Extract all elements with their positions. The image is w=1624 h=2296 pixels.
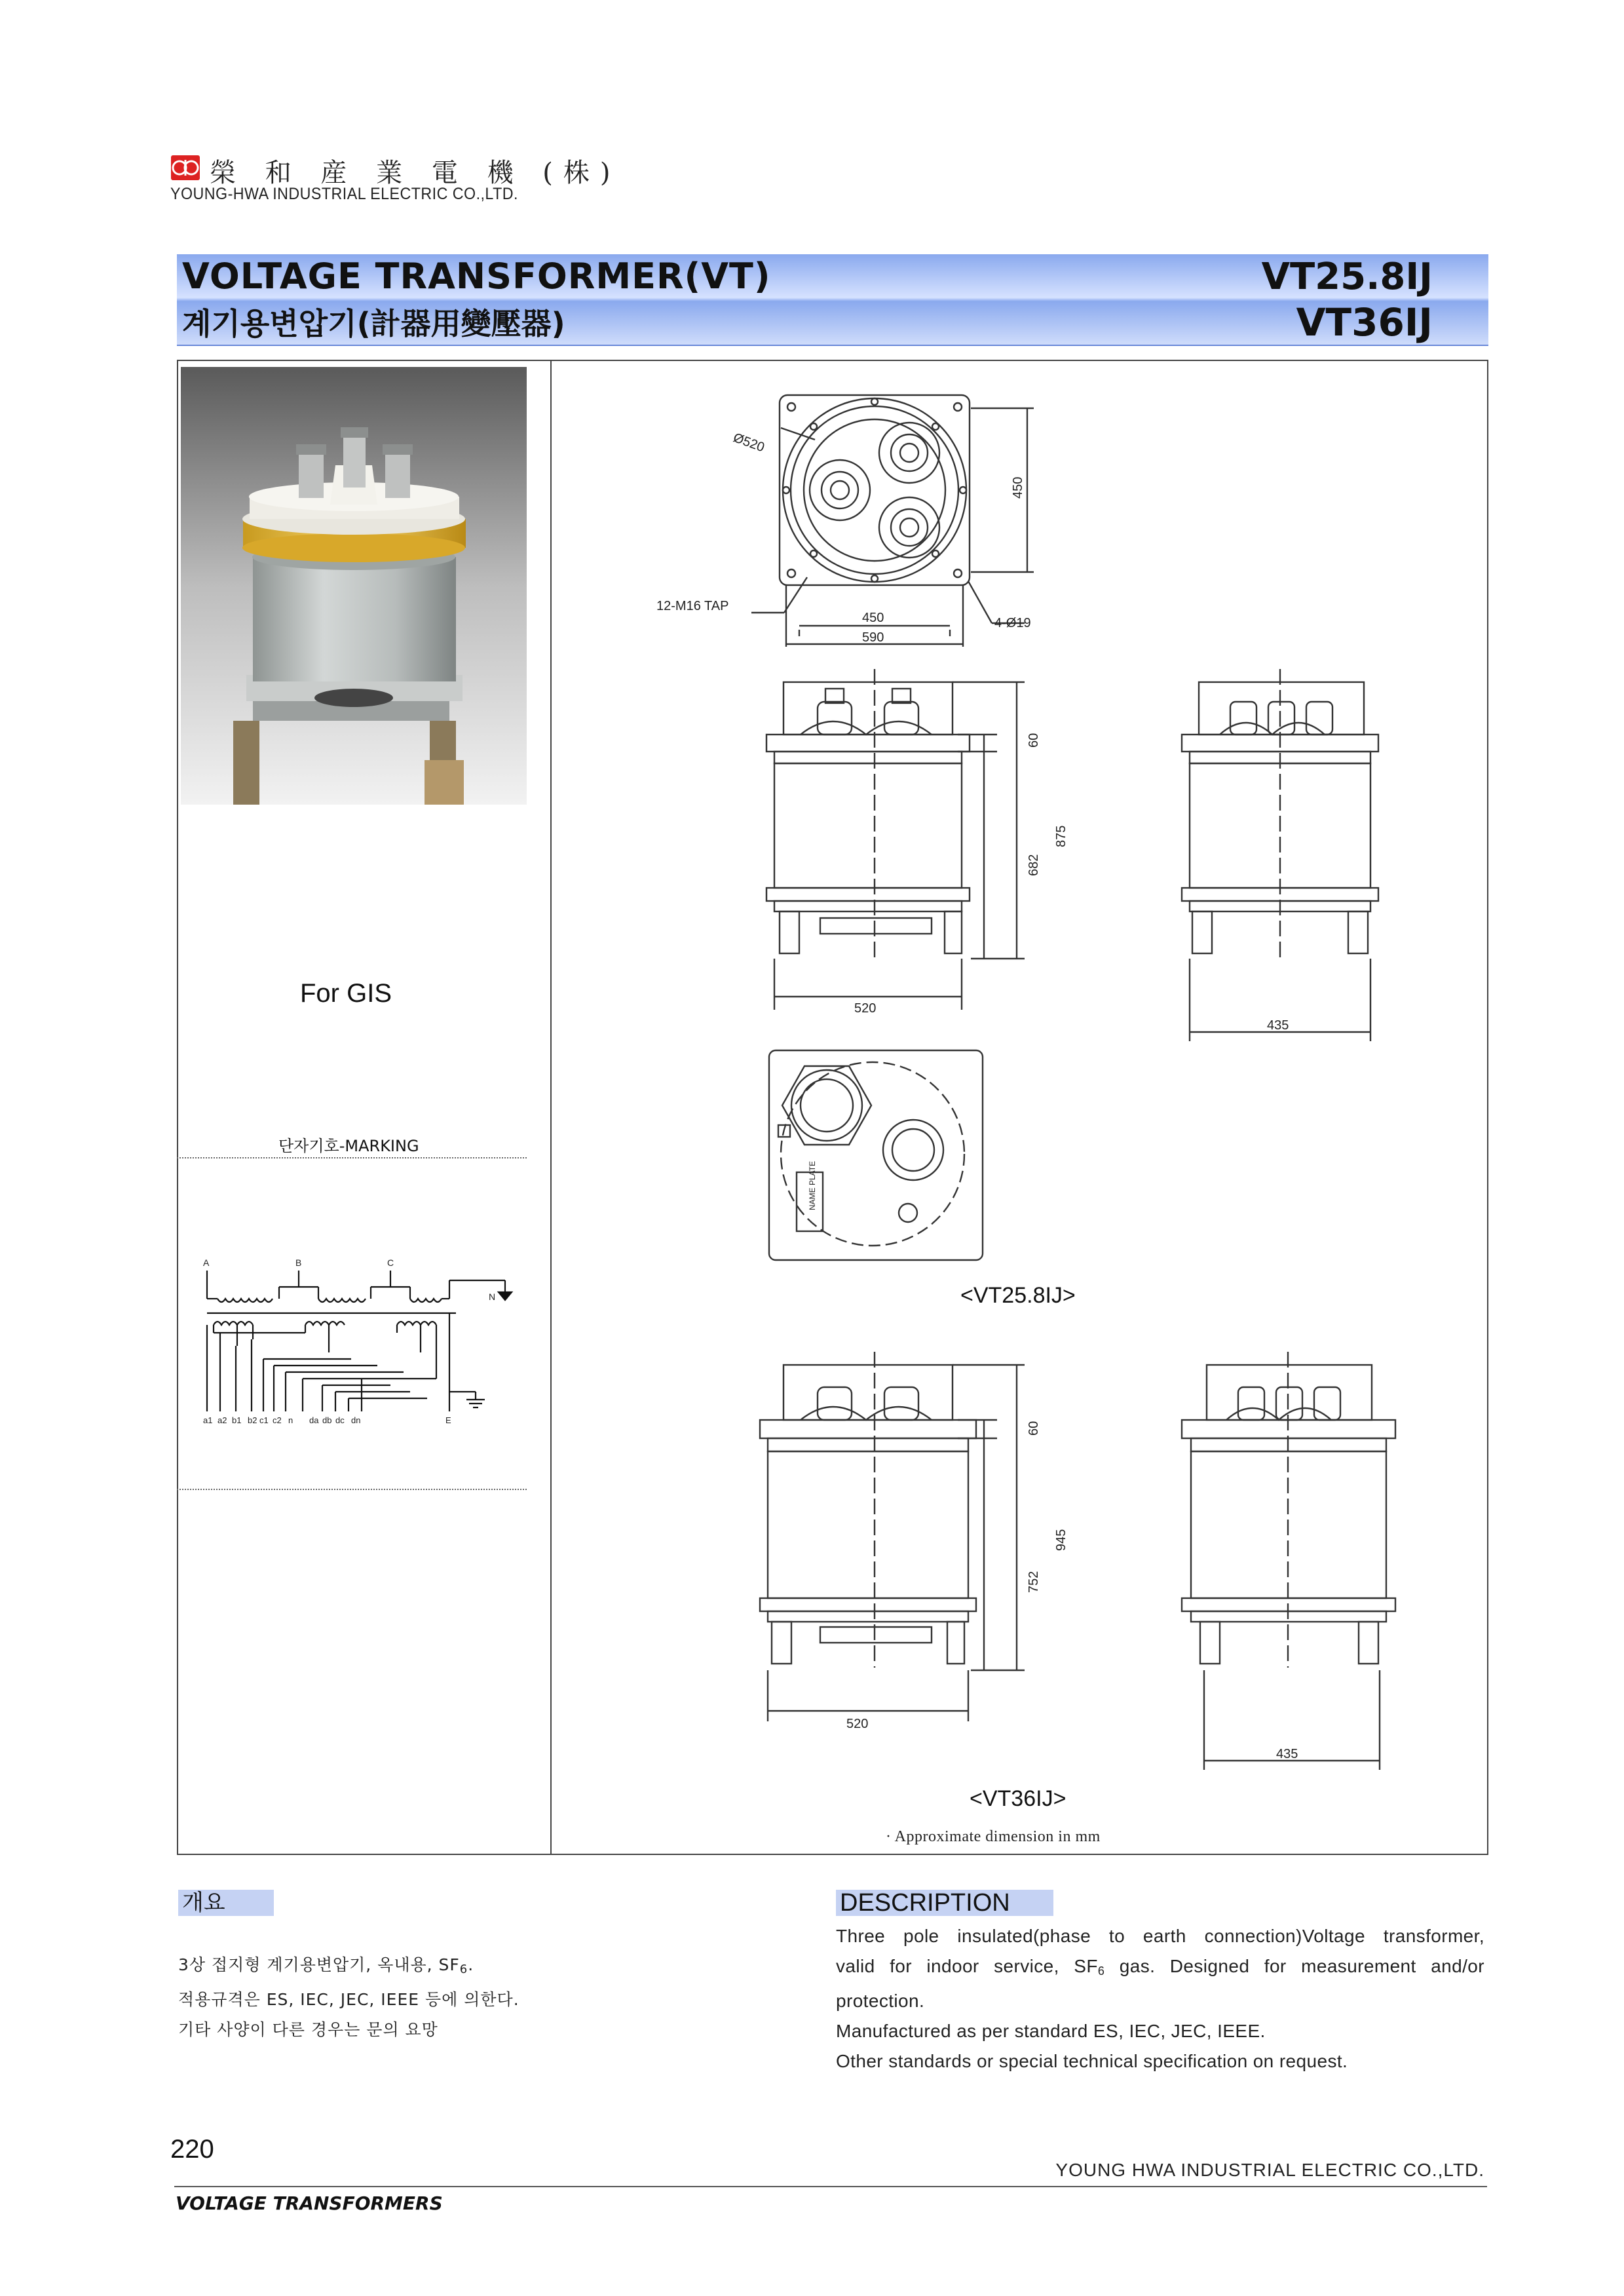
company-name-cjk: 榮 和 産 業 電 機 (株) bbox=[210, 158, 621, 188]
for-gis-label: For GIS bbox=[300, 979, 392, 1008]
vt36-side-drawing bbox=[1182, 1352, 1395, 1770]
yh-logo-icon bbox=[170, 155, 200, 181]
overview-text bbox=[178, 1950, 519, 2045]
top-view-drawing bbox=[751, 395, 1034, 647]
terminal-dc: dc bbox=[335, 1415, 345, 1425]
description-line-2: valid for indoor service, $SF_6$ gas. Designed for measurement and/or bbox=[836, 1956, 1484, 1978]
description-line-4: Manufactured as per standard ES, IEC, JEC, IEEE. bbox=[836, 2021, 1266, 2041]
dim-435: 435 bbox=[1267, 1018, 1289, 1033]
terminal-b1: b1 bbox=[232, 1415, 242, 1425]
company-header bbox=[170, 152, 629, 204]
overview-heading: 개요 bbox=[178, 1890, 274, 1916]
vt36-front-drawing bbox=[760, 1352, 1025, 1721]
marking-label: 단자기호-MARKING bbox=[278, 1137, 419, 1155]
dotted-divider bbox=[177, 1157, 527, 1158]
dim-520: 520 bbox=[846, 1717, 869, 1731]
terminal-dn: dn bbox=[351, 1415, 361, 1425]
terminal-A: A bbox=[203, 1257, 210, 1268]
company-name-en: YOUNG-HWA INDUSTRIAL ELECTRIC CO.,LTD. bbox=[170, 185, 518, 203]
dim-tap: 12-M16 TAP bbox=[656, 599, 729, 613]
page-title-korean: 계기용변압기(計器用變壓器) bbox=[182, 306, 565, 341]
description-line-3: protection. bbox=[836, 1991, 925, 2011]
dim-60: 60 bbox=[1027, 733, 1041, 748]
description-line-1: Three pole insulated(phase to earth connection)Voltage transformer, bbox=[836, 1926, 1484, 1946]
dotted-divider bbox=[177, 1489, 527, 1490]
terminal-N: N bbox=[489, 1292, 496, 1302]
dim-875: 875 bbox=[1054, 825, 1068, 847]
model-name-1: VT25.8IJ bbox=[1261, 256, 1433, 298]
description-line-5: Other standards or special technical specification on request. bbox=[836, 2051, 1348, 2071]
page-title: VOLTAGE TRANSFORMER(VT) bbox=[182, 256, 771, 297]
dim-682: 682 bbox=[1027, 854, 1041, 876]
vt258-side-drawing bbox=[1182, 669, 1378, 1041]
page-number: 220 bbox=[170, 2135, 214, 2164]
terminal-b2: b2 bbox=[248, 1415, 257, 1425]
dim-height-450: 450 bbox=[1011, 476, 1025, 499]
description-heading: DESCRIPTION bbox=[836, 1890, 1053, 1916]
dim-435: 435 bbox=[1276, 1747, 1298, 1761]
footer-rule bbox=[174, 2186, 1487, 2187]
vt36-caption: <VT36IJ> bbox=[970, 1786, 1067, 1811]
terminal-c1: c1 bbox=[259, 1415, 269, 1425]
name-plate-label: NAME PLATE bbox=[808, 1160, 817, 1210]
overview-line-1: 3상 접지형 계기용변압기, 옥내용, $SF_6$. bbox=[178, 1955, 474, 1976]
terminal-C: C bbox=[387, 1257, 394, 1268]
title-band bbox=[177, 254, 1488, 346]
vt258-front-drawing bbox=[766, 669, 1025, 1010]
dim-520: 520 bbox=[854, 1001, 877, 1016]
footer-company: YOUNG HWA INDUSTRIAL ELECTRIC CO.,LTD. bbox=[1055, 2160, 1484, 2180]
vt258-caption: <VT25.8IJ> bbox=[960, 1283, 1076, 1308]
dim-dia-520: Ø520 bbox=[731, 430, 766, 455]
terminal-db: db bbox=[322, 1415, 332, 1425]
dim-holes: 4-Ø19 bbox=[994, 616, 1031, 630]
dim-width-450: 450 bbox=[862, 611, 884, 625]
dim-752: 752 bbox=[1027, 1571, 1041, 1593]
vt258-bottom-drawing bbox=[769, 1050, 983, 1260]
terminal-n: n bbox=[288, 1415, 293, 1425]
footer-section-label: VOLTAGE TRANSFORMERS bbox=[176, 2192, 443, 2214]
terminal-c2: c2 bbox=[273, 1415, 282, 1425]
product-photo bbox=[181, 367, 527, 805]
approx-note: · Approximate dimension in mm bbox=[886, 1828, 1101, 1845]
terminal-a2: a2 bbox=[217, 1415, 227, 1425]
terminal-a1: a1 bbox=[203, 1415, 213, 1425]
terminal-E: E bbox=[445, 1415, 451, 1425]
dim-60: 60 bbox=[1027, 1421, 1041, 1436]
dim-width-590: 590 bbox=[862, 630, 884, 645]
terminal-B: B bbox=[295, 1257, 302, 1268]
dimension-drawings bbox=[552, 361, 1487, 1854]
description-text bbox=[836, 1921, 1484, 2076]
marking-diagram bbox=[194, 1254, 521, 1451]
model-name-2: VT36IJ bbox=[1296, 300, 1433, 345]
dim-945: 945 bbox=[1054, 1529, 1068, 1551]
overview-line-3: 기타 사양이 다른 경우는 문의 요망 bbox=[178, 2020, 438, 2039]
terminal-da: da bbox=[309, 1415, 319, 1425]
overview-line-2: 적용규격은 ES, IEC, JEC, IEEE 등에 의한다. bbox=[178, 1990, 519, 2009]
